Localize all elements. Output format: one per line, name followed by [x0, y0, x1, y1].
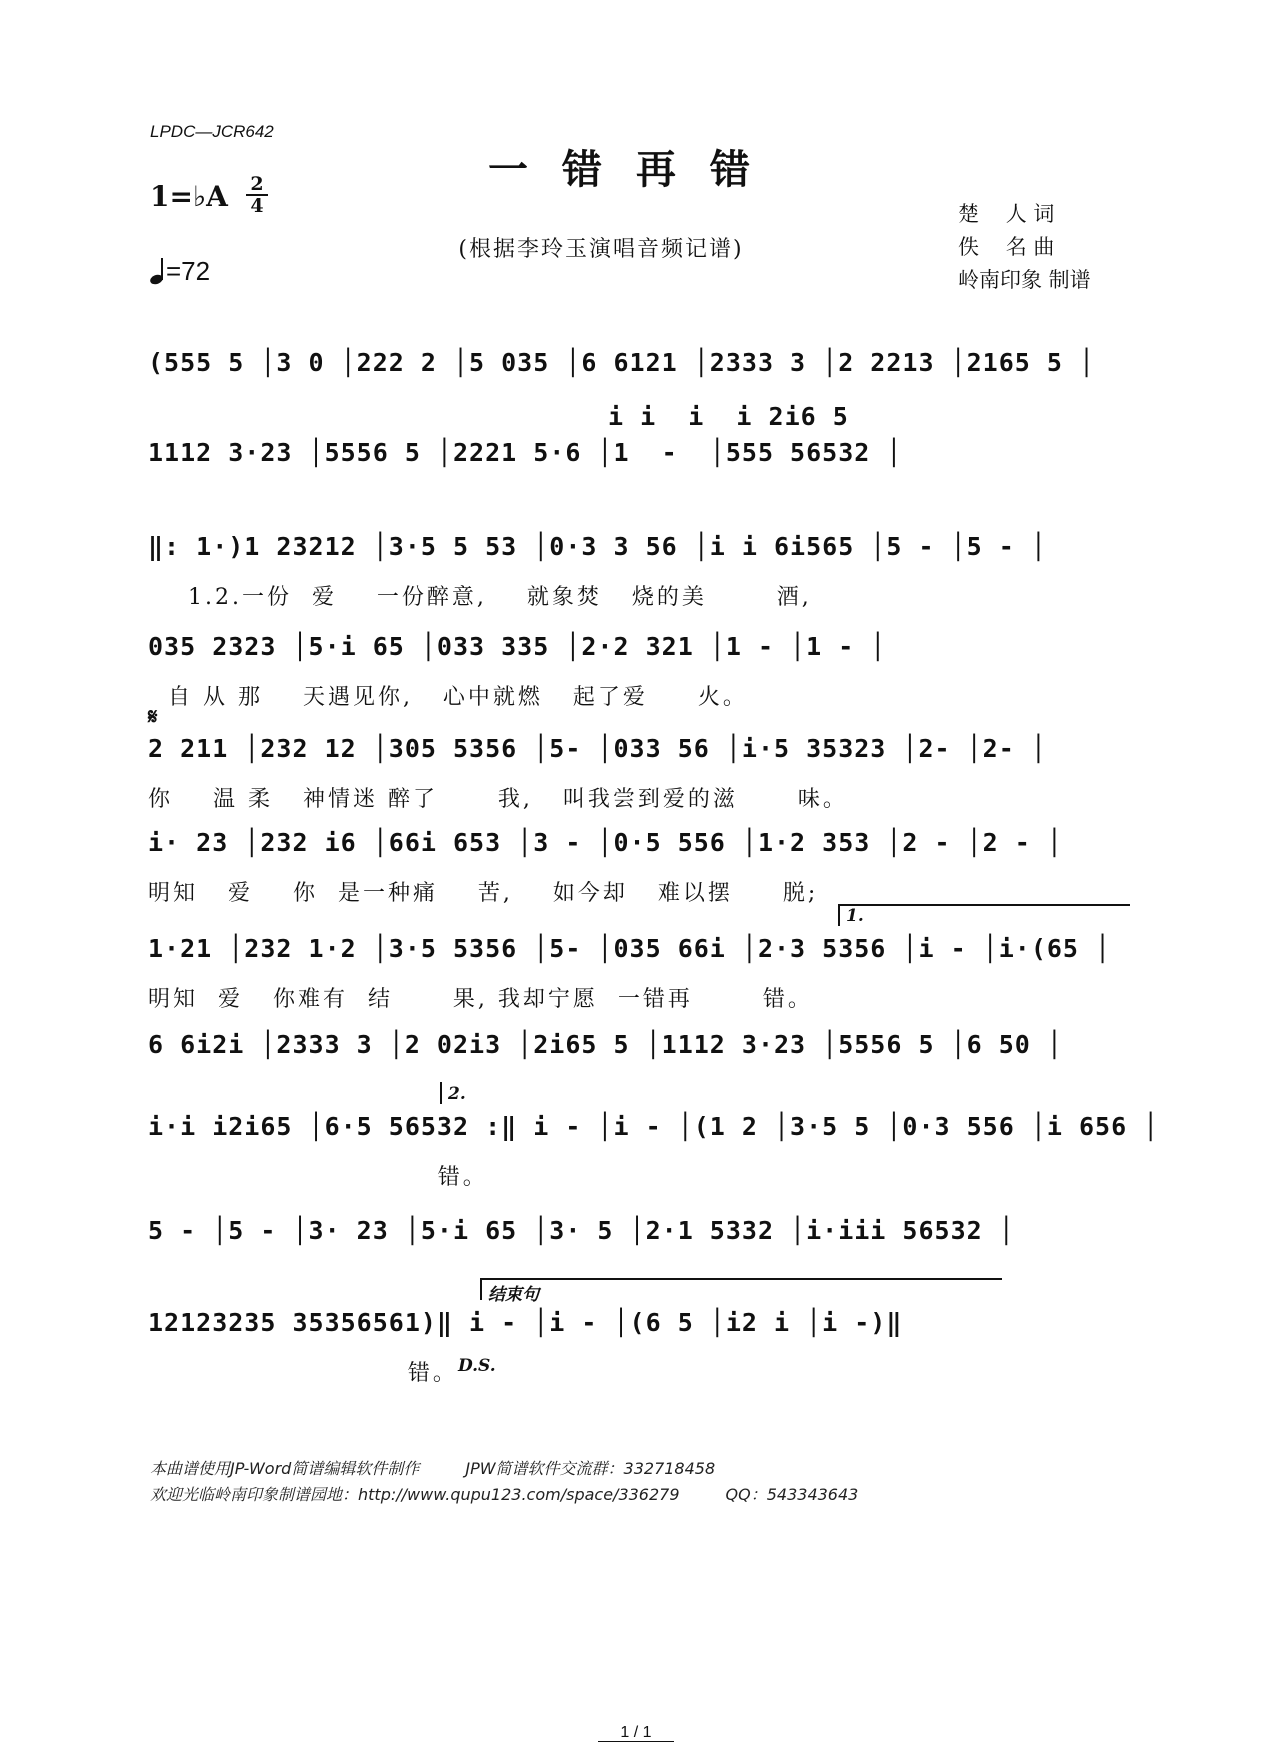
volta-bracket	[838, 904, 1130, 926]
page-number: 1 / 1	[0, 1724, 1272, 1742]
notation-line: i·i i2i65 │6·5 56532 :‖ i - │i - │(1 2 │3·5 5 │0·3 556 │i 656 │	[148, 1112, 1160, 1141]
lyricist-credit: 楚 人 词	[958, 202, 1055, 226]
footer-qq-note: QQ：543343643	[725, 1485, 859, 1504]
notation-line: 12123235 35356561)‖ i - │i - │(6 5 │i2 i │i -)‖	[148, 1308, 903, 1337]
tempo-value: =72	[166, 256, 211, 286]
lyrics-line: 明知 爱 你 是一种痛 苦, 如今却 难以摆 脱;	[148, 881, 819, 906]
notation-line: 035 2323 │5·i 65 │033 335 │2·2 321 │1 - │1 - │	[148, 632, 887, 661]
notation-line: ‖: 1·)1 23212 │3·5 5 53 │0·3 3 56 │i i 6i565 │5 - │5 - │	[148, 532, 1047, 561]
key-signature: 1=♭A	[150, 180, 228, 213]
volta-bracket	[480, 1278, 1002, 1305]
time-denominator: 4	[250, 195, 264, 217]
volta-label: 1.	[846, 906, 864, 926]
notation-line: 1·21 │232 1·2 │3·5 5356 │5- │035 66i │2·3 5356 │i - │i·(65 │	[148, 934, 1112, 963]
notation-line: i· 23 │232 i6 │66i 653 │3 - │0·5 556 │1·2 353 │2 - │2 - │	[148, 828, 1063, 857]
song-title: 一错再错	[488, 146, 784, 193]
time-numerator: 2	[246, 174, 268, 196]
lyrics-line: 明知 爱 你难有 结 果, 我却宁愿 一错再 错。	[148, 987, 813, 1012]
footer-group-note: JPW简谱软件交流群：332718458	[465, 1459, 716, 1478]
lyrics-line: 1.2.一份 爱 一份醉意, 就象焚 烧的美 酒,	[148, 585, 812, 610]
notation-line: 5 - │5 - │3· 23 │5·i 65 │3· 5 │2·1 5332 │i·iii 56532 │	[148, 1216, 1015, 1245]
footer	[150, 1456, 858, 1508]
volta-label: 2.	[448, 1084, 466, 1104]
subtitle: (根据李玲玉演唱音频记谱)	[458, 237, 744, 262]
footer-software-note: 本曲谱使用JP-Word简谱编辑软件制作	[150, 1459, 420, 1478]
arranger-credit: 岭南印象 制谱	[958, 268, 1091, 292]
score-code: LPDC—JCR642	[150, 122, 274, 141]
credits	[958, 198, 1091, 297]
volta-bracket	[440, 1082, 466, 1104]
lyrics-line: 错。	[148, 1165, 488, 1190]
lyrics-line: 你 温 柔 神情迷 醉了 我, 叫我尝到爱的滋 味。	[148, 787, 848, 812]
dal-segno-mark: D.S.	[458, 1356, 496, 1376]
footer-website-link[interactable]: 欢迎光临岭南印象制谱园地：http://www.qupu123.com/space/336279	[150, 1485, 680, 1504]
notation-line: (555 5 │3 0 │222 2 │5 035 │6 6121 │2333 3 │2 2213 │2165 5 │	[148, 348, 1096, 377]
lyrics-line: 错。	[148, 1361, 458, 1386]
upper-voice-notes: i i i i 2i6 5	[608, 402, 849, 431]
notation-line: 6 6i2i │2333 3 │2 02i3 │2i65 5 │1112 3·23 │5556 5 │6 50 │	[148, 1030, 1063, 1059]
time-signature	[246, 174, 268, 216]
composer-credit: 佚 名 曲	[958, 235, 1055, 259]
notation-line: 2 211 │232 12 │305 5356 │5- │033 56 │i·5 35323 │2- │2- │	[148, 734, 1047, 763]
notation-line: 1112 3·23 │5556 5 │2221 5·6 │1 - │555 56532 │	[148, 438, 903, 467]
volta-label: 结束句	[488, 1285, 539, 1305]
lyrics-line: 自 从 那 天遇见你, 心中就燃 起了爱 火。	[148, 685, 748, 710]
segno-mark: 𝄋	[148, 704, 158, 730]
